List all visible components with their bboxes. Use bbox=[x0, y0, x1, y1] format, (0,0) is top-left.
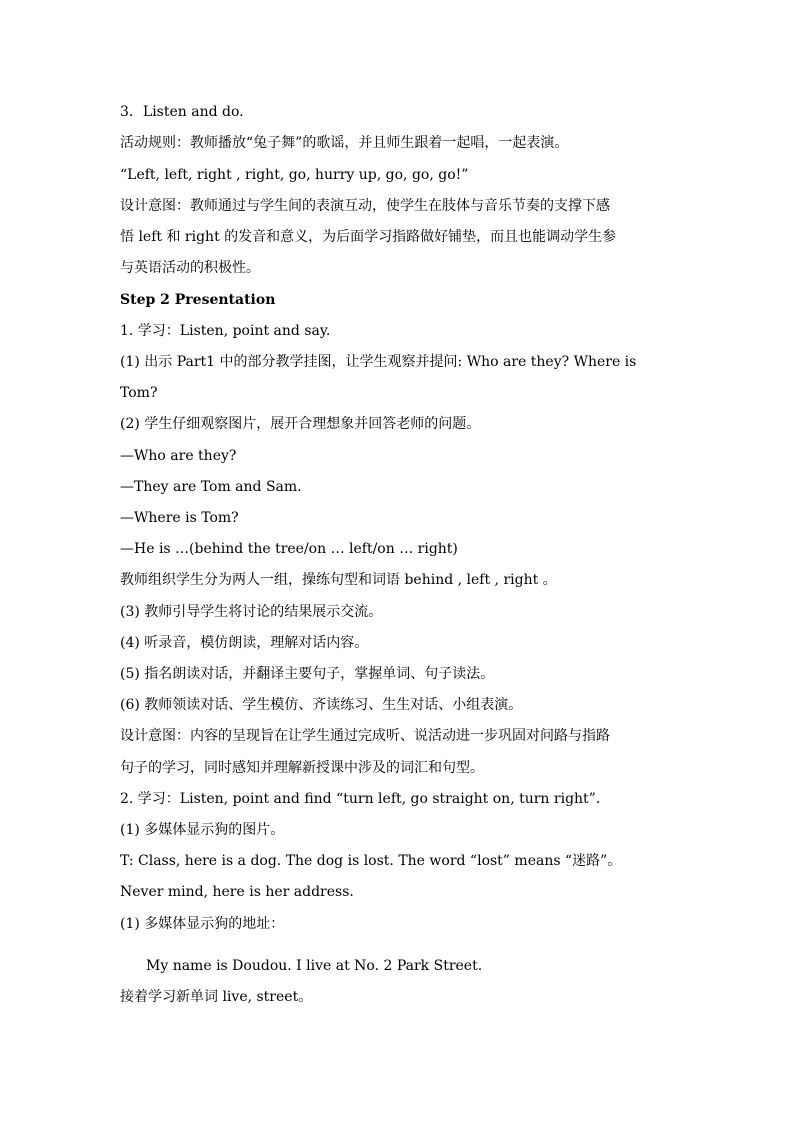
text-line: (5) 指名朗读对话，并翻译主要句子，掌握单词、句子读法。 bbox=[120, 666, 495, 682]
text-line: (6) 教师领读对话、学生模仿、齐读练习、生生对话、小组表演。 bbox=[120, 697, 523, 713]
section-heading: Step 2 Presentation bbox=[120, 292, 276, 308]
text-line: (1) 多媒体显示狗的图片。 bbox=[120, 822, 285, 838]
text-line: (4) 听录音，模仿朗读，理解对话内容。 bbox=[120, 635, 369, 651]
text-line: 与英语活动的积极性。 bbox=[120, 260, 260, 276]
text-line: 设计意图：教师通过与学生间的表演互动，使学生在肢体与音乐节奏的支撑下感 bbox=[120, 198, 610, 214]
text-line: (3) 教师引导学生将讨论的结果展示交流。 bbox=[120, 604, 383, 620]
dialogue-line: —He is …(behind the tree/on … left/on … right) bbox=[120, 541, 458, 557]
text-line: 设计意图：内容的呈现旨在让学生通过完成听、说活动进一步巩固对问路与指路 bbox=[120, 728, 610, 744]
dialogue-line: —They are Tom and Sam. bbox=[120, 479, 302, 495]
text-line: Tom? bbox=[120, 385, 158, 401]
text-line: 3．Listen and do. bbox=[120, 104, 244, 120]
text-line: (2) 学生仔细观察图片，展开合理想象并回答老师的问题。 bbox=[120, 416, 481, 432]
text-line: (1) 多媒体显示狗的地址： bbox=[120, 916, 285, 932]
text-line: T: Class, here is a dog. The dog is lost. The word “lost” means “迷路”。 bbox=[120, 853, 622, 869]
text-line: Never mind, here is her address. bbox=[120, 884, 354, 900]
text-line: (1) 出示 Part1 中的部分教学挂图，让学生观察并提问: Who are they? Where is bbox=[120, 354, 637, 370]
text-line: 悟 left 和 right 的发音和意义，为后面学习指路做好铺垫，而且也能调动学生参 bbox=[120, 229, 617, 245]
text-line: 2. 学习：Listen, point and find “turn left, go straight on, turn right”. bbox=[120, 791, 601, 807]
text-line: 接着学习新单词 live, street。 bbox=[120, 989, 313, 1005]
text-line: 活动规则：教师播放“兔子舞”的歌谣，并且师生跟着一起唱，一起表演。 bbox=[120, 135, 569, 151]
dialogue-line: —Where is Tom? bbox=[120, 510, 239, 526]
text-line: 1. 学习：Listen, point and say. bbox=[120, 323, 331, 339]
dialogue-line: —Who are they? bbox=[120, 448, 237, 464]
address-line: My name is Doudou. I live at No. 2 Park Street. bbox=[146, 958, 483, 974]
text-line: “Left, left, right , right, go, hurry up, go, go, go!” bbox=[120, 167, 469, 183]
text-line: 教师组织学生分为两人一组，操练句型和词语 behind , left , right 。 bbox=[120, 572, 557, 588]
text-line: 句子的学习，同时感知并理解新授课中涉及的词汇和句型。 bbox=[120, 760, 484, 776]
